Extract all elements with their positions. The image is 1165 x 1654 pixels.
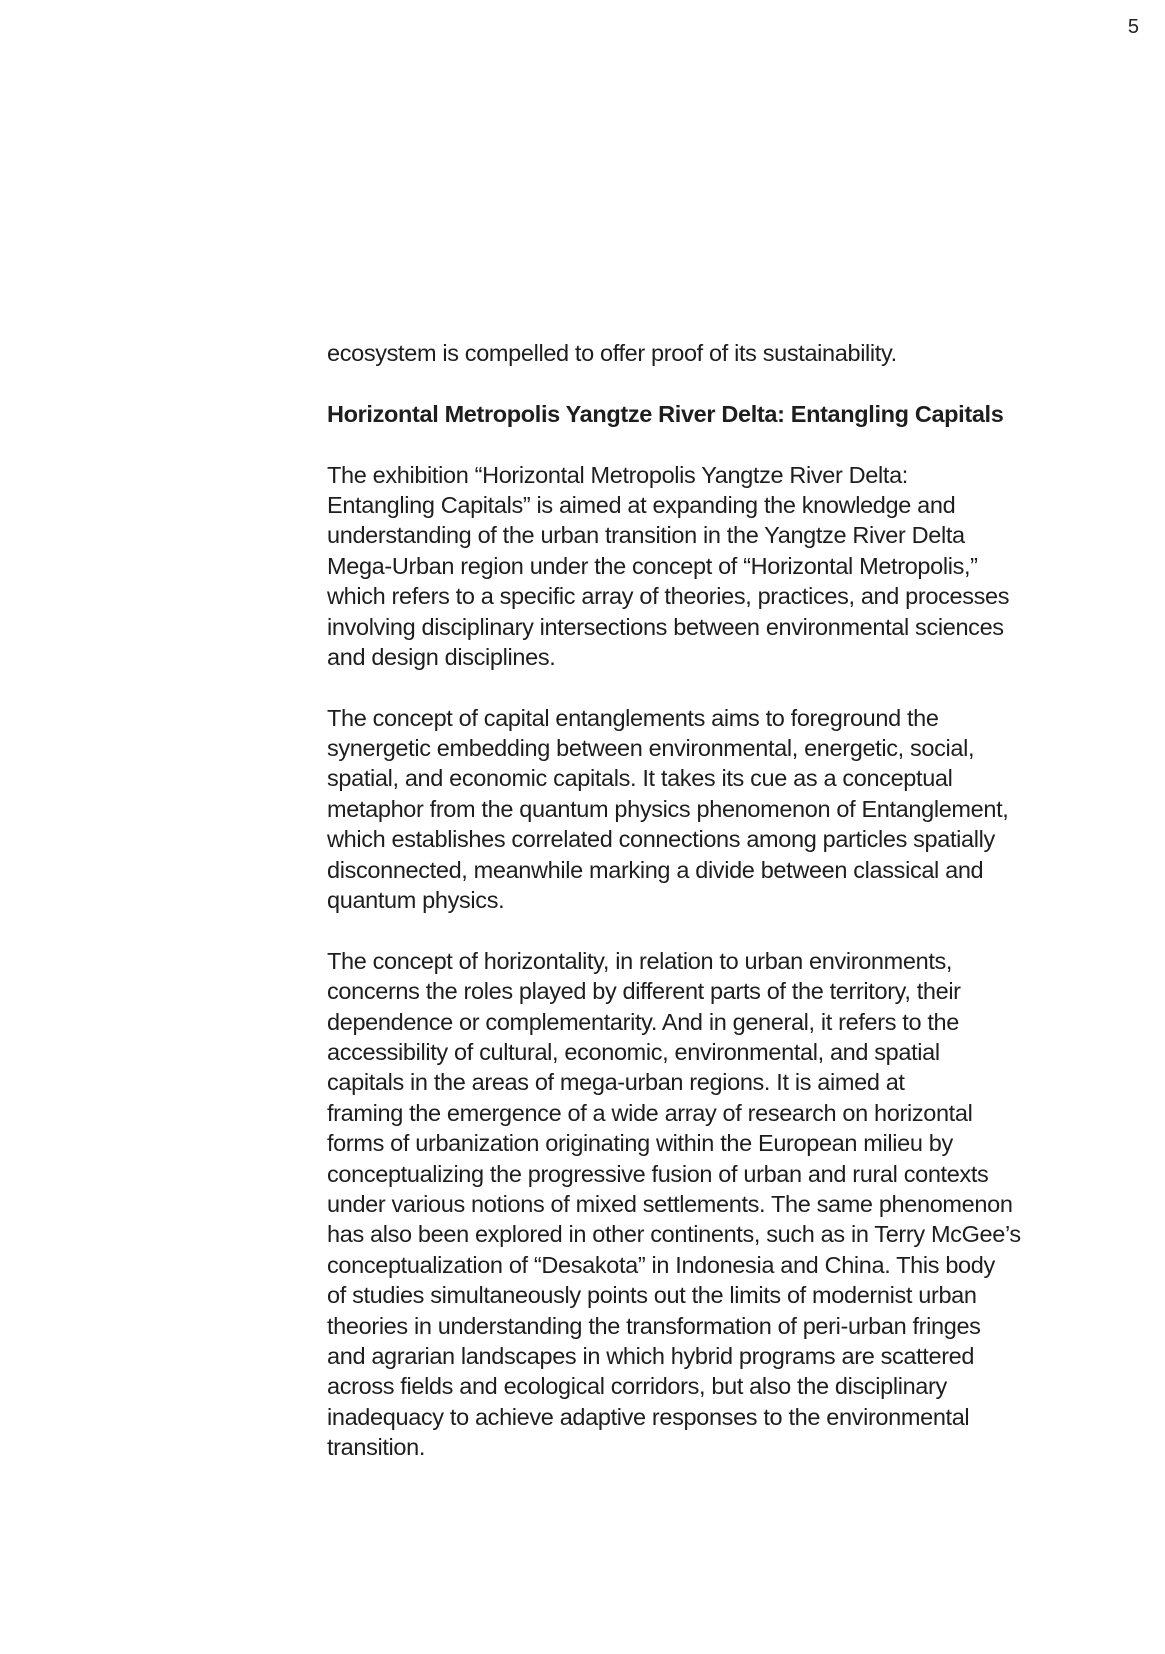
text-line: The exhibition “Horizontal Metropolis Yangtze River Delta: [327,461,908,488]
text-line: understanding of the urban transition in the Yangtze River Delta [327,522,965,549]
text-line: Entangling Capitals” is aimed at expanding the knowledge and [327,491,956,518]
page-number: 5 [1127,16,1139,38]
text-line: theories in understanding the transformation of peri-urban fringes [327,1312,981,1339]
text-line: framing the emergence of a wide array of research on horizontal [327,1099,973,1126]
text-line: across fields and ecological corridors, but also the disciplinary [327,1373,947,1400]
text-line: quantum physics. [327,887,505,914]
text-line: dependence or complementarity. And in general, it refers to the [327,1008,959,1035]
text-line: of studies simultaneously points out the limits of modernist urban [327,1282,977,1309]
paragraph-exhibition [327,460,1107,673]
text-line: and agrarian landscapes in which hybrid programs are scattered [327,1342,975,1369]
paragraph-gap [327,429,1107,459]
text-line: which refers to a specific array of theories, practices, and processes [327,583,1010,610]
text-line: forms of urbanization originating within the European milieu by [327,1130,953,1157]
text-line: transition. [327,1434,426,1461]
text-line: metaphor from the quantum physics phenomenon of Entanglement, [327,795,1009,822]
text-line: inadequacy to achieve adaptive responses to the environmental [327,1403,970,1430]
text-line: and design disciplines. [327,643,556,670]
text-line: The concept of capital entanglements aims to foreground the [327,704,939,731]
text-line: ecosystem is compelled to offer proof of its sustainability. [327,340,897,366]
text-line: The concept of horizontality, in relation to urban environments, [327,947,953,974]
paragraph-gap [327,672,1107,702]
paragraph-horizontality [327,946,1107,1463]
text-line: has also been explored in other continents, such as in Terry McGee’s [327,1221,1021,1248]
text-line: conceptualization of “Desakota” in Indonesia and China. This body [327,1251,995,1278]
paragraph-gap [327,368,1107,398]
text-line: Mega-Urban region under the concept of “Horizontal Metropolis,” [327,552,978,579]
text-line: spatial, and economic capitals. It takes its cue as a conceptual [327,765,953,792]
text-line: accessibility of cultural, economic, environmental, and spatial [327,1038,940,1065]
text-line: under various notions of mixed settlements. The same phenomenon [327,1190,1013,1217]
text-line: concerns the roles played by different parts of the territory, their [327,978,961,1005]
text-line: capitals in the areas of mega-urban regions. It is aimed at [327,1069,905,1096]
continuation-paragraph [327,338,1107,368]
text-line: involving disciplinary intersections between environmental sciences [327,613,1004,640]
text-line: synergetic embedding between environmental, energetic, social, [327,735,975,762]
paragraph-gap [327,915,1107,945]
paragraph-capital-entanglements [327,703,1107,916]
text-line: disconnected, meanwhile marking a divide between classical and [327,856,984,883]
document-body [327,338,1107,1462]
section-heading: Horizontal Metropolis Yangtze River Delta: Entangling Capitals [327,400,1004,427]
text-line: which establishes correlated connections among particles spatially [327,826,995,853]
text-line: conceptualizing the progressive fusion of urban and rural contexts [327,1160,989,1187]
